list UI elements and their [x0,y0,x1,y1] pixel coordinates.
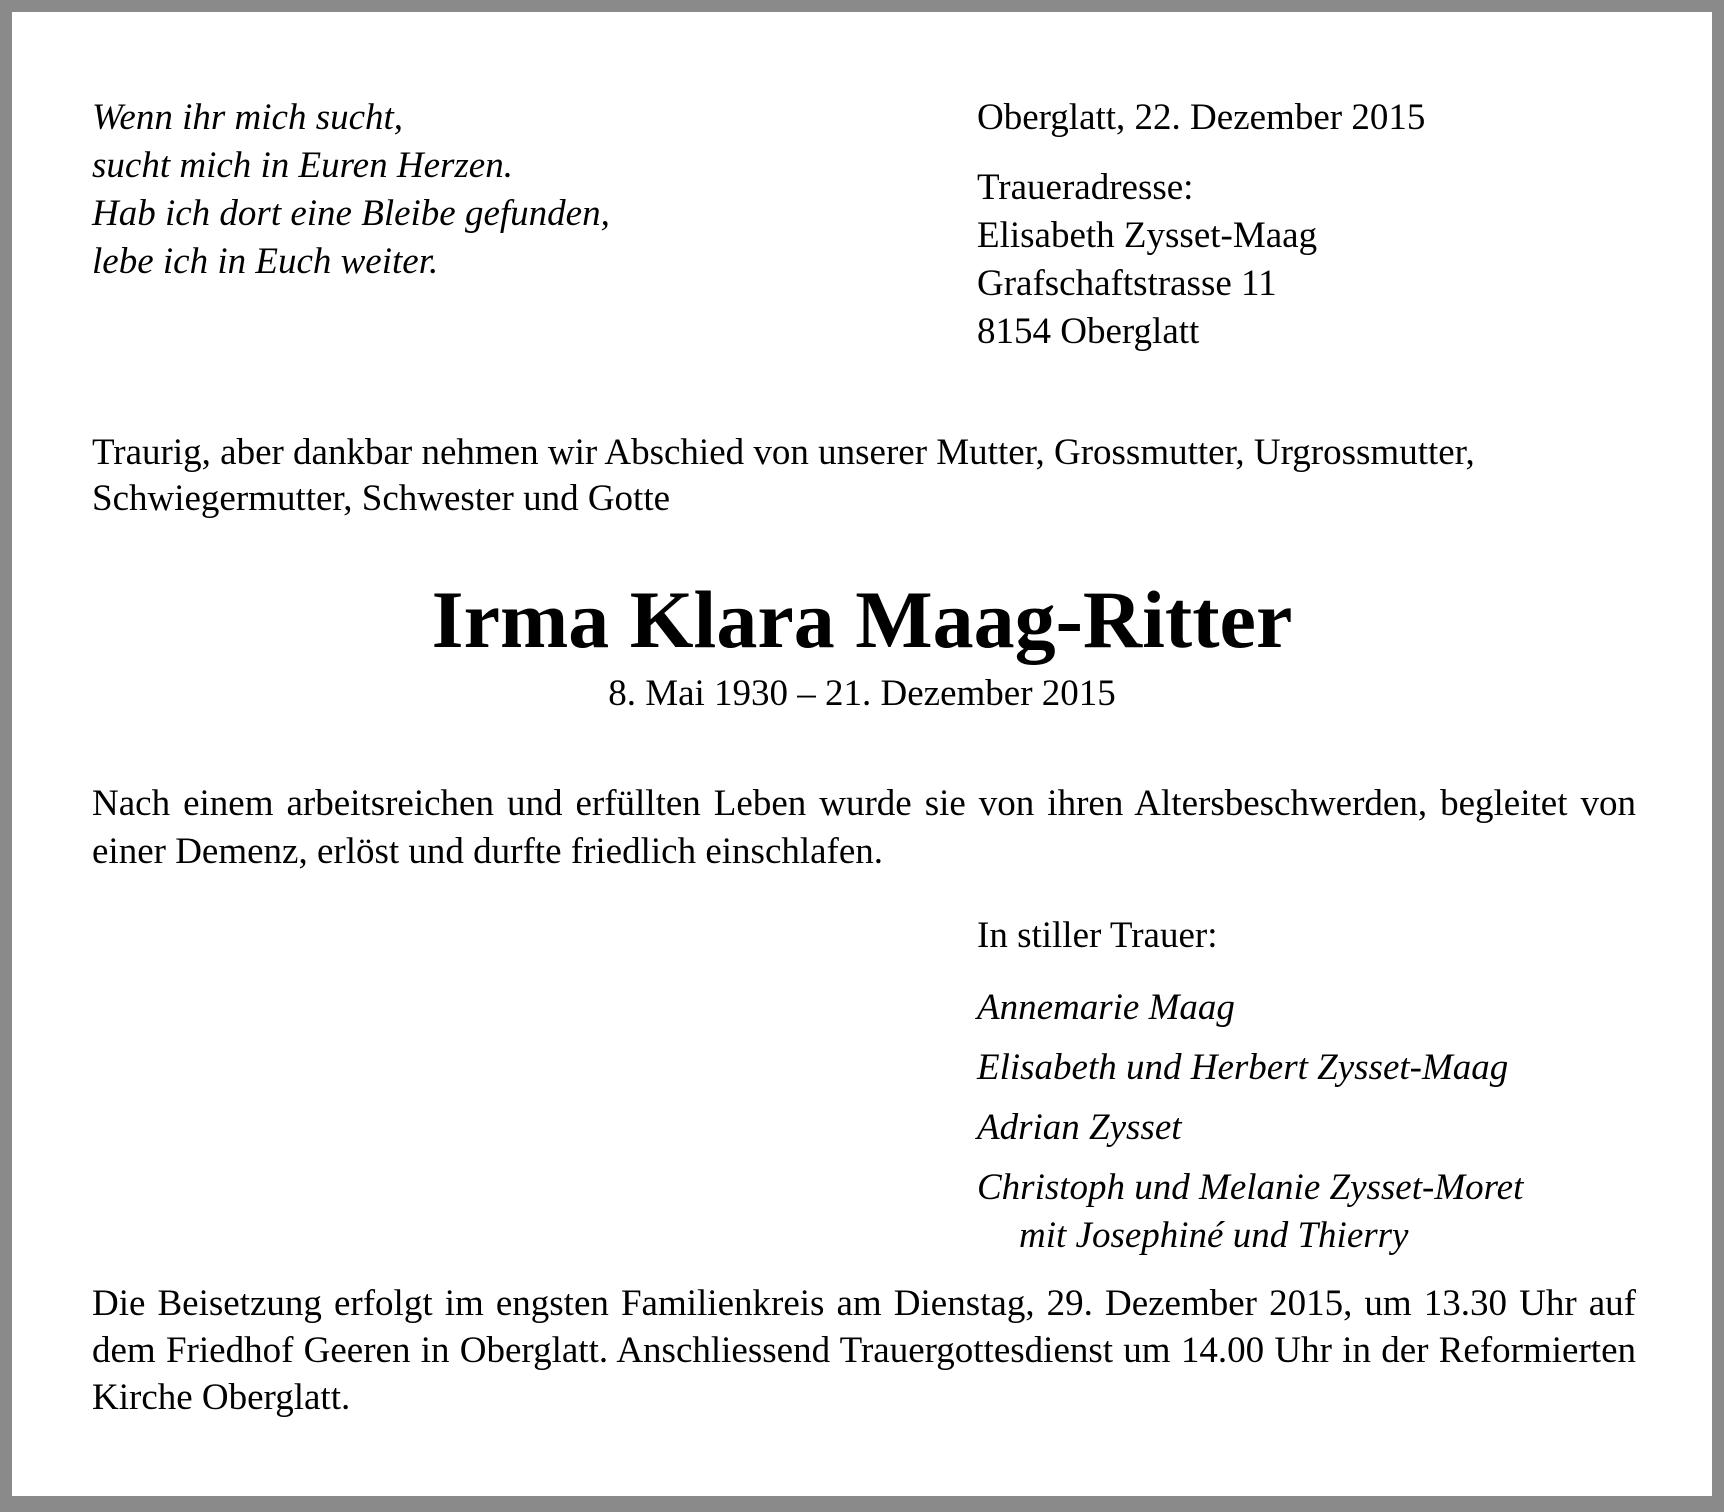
poem-line: sucht mich in Euren Herzen. [92,145,513,186]
mourner-name: Christoph und Melanie Zysset-Moret [977,1167,1524,1208]
mourner-name: Annemarie Maag [977,987,1235,1028]
header-info [977,94,1425,356]
obituary-page [12,12,1712,1496]
address-name: Elisabeth Zysset-Maag [977,215,1318,256]
life-dates: 8. Mai 1930 – 21. Dezember 2015 [608,673,1116,714]
mourner-children: mit Josephiné und Thierry [1019,1215,1409,1256]
poem-line: lebe ich in Euch weiter. [92,241,439,282]
mourner-name: Elisabeth und Herbert Zysset-Maag [977,1047,1509,1088]
mourner-name: Adrian Zysset [977,1107,1182,1148]
address-city: 8154 Oberglatt [977,311,1200,352]
poem [92,94,610,286]
funeral-text: Die Beisetzung erfolgt im engsten Familienkreis am Dienstag, 29. Dezember 2015, um 13.30 Uhr auf dem Friedhof Geeren in Oberglatt. Anschliessend Trauergottesdienst um 14.00 Uhr in der Reformierten Kirche Oberglatt. [92,1283,1636,1418]
address-street: Grafschaftstrasse 11 [977,263,1277,304]
mourner-family [977,1164,1523,1260]
mourning-address [977,164,1425,356]
mourners [977,912,1523,1272]
poem-line: Hab ich dort eine Bleibe gefunden, [92,193,610,234]
deceased-name: Irma Klara Maag-Ritter [431,574,1293,665]
mourners-heading: In stiller Trauer: [977,915,1218,956]
address-label: Traueradresse: [977,167,1194,208]
intro-text: Traurig, aber dankbar nehmen wir Abschied von unserer Mutter, Grossmutter, Urgrossmutter, Schwiegermutter, Schwester und Gotte [92,432,1475,519]
place-date: Oberglatt, 22. Dezember 2015 [977,97,1426,138]
poem-line: Wenn ihr mich sucht, [92,97,404,138]
life-text: Nach einem arbeitsreichen und erfüllten Leben wurde sie von ihren Altersbeschwerden, begleitet von einer Demenz, erlöst und durfte friedlich einschlafen. [92,783,1636,872]
